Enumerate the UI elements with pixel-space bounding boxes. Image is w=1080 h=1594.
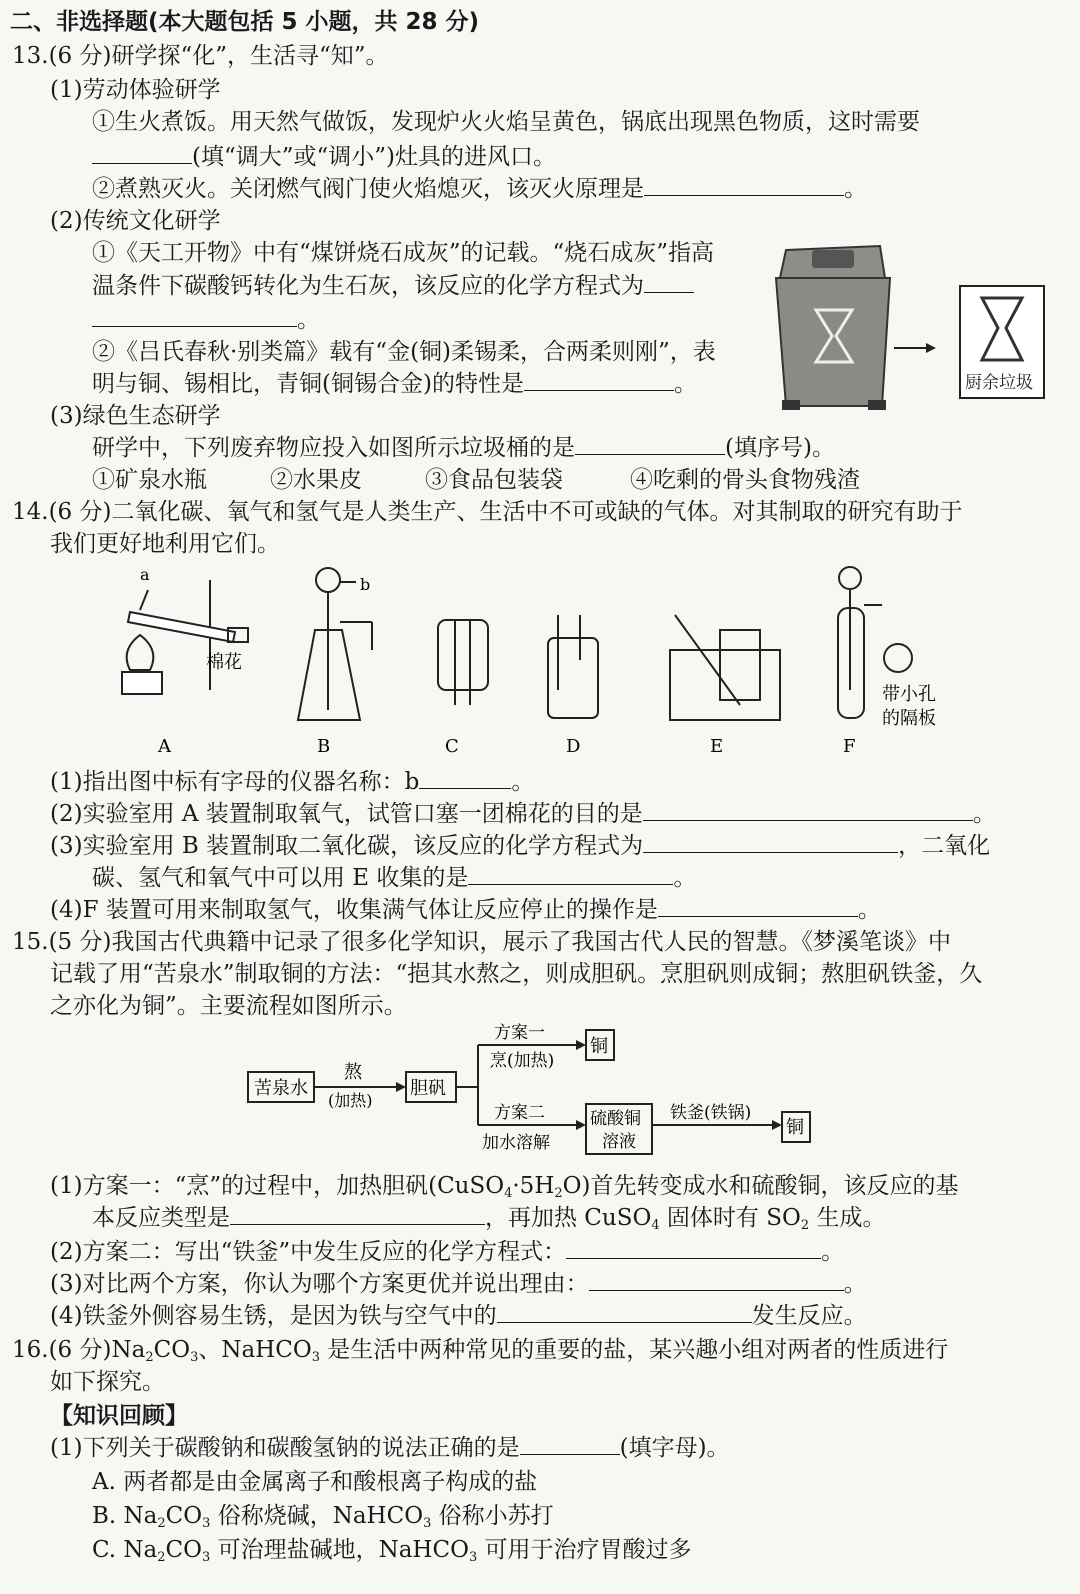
q14-q1: (1)指出图中标有字母的仪器名称：b 。 bbox=[50, 766, 534, 798]
apparatus-e bbox=[670, 615, 780, 720]
flow-plan2-end: 铜 bbox=[786, 1117, 804, 1138]
apparatus-figure bbox=[110, 560, 970, 760]
apparatus-label-d: D bbox=[566, 736, 581, 757]
answer-blank[interactable] bbox=[644, 173, 844, 196]
q13-part3-question: 研学中，下列废弃物应投入如图所示垃圾桶的是 (填序号)。 bbox=[92, 432, 835, 464]
answer-blank[interactable] bbox=[419, 766, 511, 789]
flow-start: 苦泉水 bbox=[254, 1078, 308, 1099]
answer-blank[interactable] bbox=[643, 830, 898, 853]
q15-q1-line2: 本反应类型是 ，再加热 CuSO$_4$ 固体时有 $SO_2$ 生成。 bbox=[92, 1202, 885, 1242]
q15-title-line2: 记载了用“苦泉水”制取铜的方法：“挹其水熬之，则成胆矾。烹胆矾则成铜；熬胆矾铁釜，久 bbox=[50, 961, 983, 987]
q16-knowledge-heading: 【知识回顾】 bbox=[50, 1403, 188, 1429]
q14-q3-line2: 碳、氢气和氧气中可以用 E 收集的是 。 bbox=[92, 862, 696, 894]
q14-q2: (2)实验室用 A 装置制取氧气，试管口塞一团棉花的目的是 。 bbox=[50, 798, 996, 830]
apparatus-label-c: C bbox=[445, 736, 459, 757]
apparatus-label-a: A bbox=[158, 736, 171, 757]
apparatus-a bbox=[122, 580, 248, 694]
label-plate-line1: 带小孔 bbox=[882, 684, 936, 705]
answer-blank[interactable] bbox=[575, 432, 725, 455]
option-3: ③食品包装袋 bbox=[425, 467, 563, 493]
kitchen-waste-bin-figure bbox=[770, 238, 1070, 438]
option-2: ②水果皮 bbox=[270, 467, 362, 493]
answer-blank[interactable] bbox=[566, 1236, 821, 1259]
answer-blank[interactable] bbox=[497, 1300, 752, 1323]
flow-solution-line1: 硫酸铜 bbox=[590, 1109, 641, 1129]
q15-title-line3: 之亦化为铜”。主要流程如图所示。 bbox=[50, 993, 407, 1019]
answer-blank[interactable] bbox=[92, 141, 192, 164]
q13-part3-heading: (3)绿色生态研学 bbox=[50, 403, 221, 429]
q14-q4: (4)F 装置可用来制取氢气，收集满气体让反应停止的操作是 。 bbox=[50, 894, 881, 926]
flow-step3-top: 铁釜(铁锅) bbox=[670, 1103, 752, 1123]
bin-label: 厨余垃圾 bbox=[965, 373, 1033, 393]
q13-part1-a-line1: ①生火煮饭。用天然气做饭，发现炉火火焰呈黄色，锅底出现黑色物质，这时需要 bbox=[92, 109, 920, 135]
answer-blank[interactable] bbox=[92, 304, 297, 327]
label-cotton: 棉花 bbox=[206, 652, 242, 673]
q13-part1-b: ②煮熟灭火。关闭燃气阀门使火焰熄灭，该灭火原理是 。 bbox=[92, 173, 867, 205]
apparatus-d bbox=[548, 615, 598, 718]
q13-part1-a-line2: (填“调大”或“调小”)灶具的进风口。 bbox=[92, 141, 556, 173]
q13-part2-b-line1: ②《吕氏春秋·别类篇》载有“金(铜)柔锡柔，合两柔则刚”，表 bbox=[92, 339, 716, 365]
q16-title-line1: 16.(6 分)$Na_2CO_3$、NaHCO$_3$ 是生活中两种常见的重要的盐，某兴趣小组对两者的性质进行 bbox=[12, 1337, 949, 1365]
answer-blank[interactable] bbox=[658, 894, 858, 917]
flow-plan1-bottom: 烹(加热) bbox=[490, 1051, 555, 1071]
option-4: ④吃剩的骨头食物残渣 bbox=[630, 467, 860, 493]
option-1: ①矿泉水瓶 bbox=[92, 467, 207, 493]
flow-solution-line2: 溶液 bbox=[602, 1132, 636, 1152]
q15-q4: (4)铁釜外侧容易生锈，是因为铁与空气中的 发生反应。 bbox=[50, 1300, 867, 1332]
apparatus-label-e: E bbox=[710, 736, 724, 757]
q15-q1-line1: (1)方案一：“烹”的过程中，加热胆矾$(CuSO_4\cdot 5H_2O)$首先转变成水和硫酸铜，该反应的基 bbox=[50, 1173, 959, 1201]
q13-part1-heading: (1)劳动体验研学 bbox=[50, 77, 221, 103]
label-a: a bbox=[140, 565, 150, 584]
answer-blank[interactable] bbox=[643, 798, 973, 821]
trash-bin-icon bbox=[776, 246, 890, 410]
q13-part2-a-line2: 温条件下碳酸钙转化为生石灰，该反应的化学方程式为 bbox=[92, 270, 694, 302]
q14-q3-line1: (3)实验室用 B 装置制取二氧化碳，该反应的化学方程式为 ，二氧化 bbox=[50, 830, 990, 862]
q16-option-a: A. 两者都是由金属离子和酸根离子构成的盐 bbox=[92, 1469, 538, 1495]
apparatus-label-f: F bbox=[843, 736, 856, 757]
q16-title-line2: 如下探究。 bbox=[50, 1369, 165, 1395]
q13-part2-a-line3: 。 bbox=[92, 304, 320, 336]
q13-title: 13.(6 分)研学探“化”，生活寻“知”。 bbox=[12, 43, 389, 69]
answer-blank[interactable] bbox=[468, 862, 673, 885]
answer-blank[interactable] bbox=[524, 368, 674, 391]
q15-title-line1: 15.(5 分)我国古代典籍中记录了很多化学知识，展示了我国古代人民的智慧。《梦溪笔谈》中 bbox=[12, 929, 951, 955]
q16-option-b: B. $Na_2CO_3$ 俗称烧碱，NaHCO$_3$ 俗称小苏打 bbox=[92, 1503, 554, 1531]
q15-q3: (3)对比两个方案，你认为哪个方案更优并说出理由： 。 bbox=[50, 1268, 867, 1300]
q14-title-line1: 14.(6 分)二氧化碳、氧气和氢气是人类生产、生活中不可或缺的气体。对其制取的研究有助于 bbox=[12, 499, 963, 525]
answer-blank[interactable] bbox=[589, 1268, 844, 1291]
q16-option-c: C. $Na_2CO_3$ 可治理盐碱地，NaHCO$_3$ 可用于治疗胃酸过多 bbox=[92, 1537, 692, 1565]
flow-plan2-top: 方案二 bbox=[494, 1103, 545, 1123]
q15-q2: (2)方案二：写出“铁釜”中发生反应的化学方程式： 。 bbox=[50, 1236, 844, 1268]
flow-plan1-end: 铜 bbox=[590, 1036, 608, 1057]
flow-plan1-top: 方案一 bbox=[494, 1023, 545, 1043]
flow-plan2-bottom: 加水溶解 bbox=[482, 1133, 550, 1153]
answer-blank[interactable] bbox=[644, 270, 694, 293]
apparatus-c bbox=[438, 620, 488, 705]
q13-part2-heading: (2)传统文化研学 bbox=[50, 208, 221, 234]
label-plate-line2: 的隔板 bbox=[882, 708, 936, 729]
apparatus-label-b: B bbox=[317, 736, 331, 757]
flow-step1-bottom: (加热) bbox=[328, 1091, 373, 1110]
answer-blank[interactable] bbox=[230, 1202, 485, 1225]
q13-part2-b-line2: 明与铜、锡相比，青铜(铜锡合金)的特性是 。 bbox=[92, 368, 697, 400]
flow-diagram bbox=[240, 1020, 830, 1170]
label-b: b bbox=[360, 575, 371, 594]
q14-title-line2: 我们更好地利用它们。 bbox=[50, 531, 280, 557]
flow-step1-top: 熬 bbox=[344, 1062, 362, 1083]
flow-mid: 胆矾 bbox=[410, 1078, 446, 1099]
q16-q1: (1)下列关于碳酸钠和碳酸氢钠的说法正确的是 (填字母)。 bbox=[50, 1432, 730, 1464]
answer-blank[interactable] bbox=[520, 1432, 620, 1455]
section-header: 二、非选择题(本大题包括 5 小题，共 28 分) bbox=[10, 9, 480, 35]
q13-part2-a-line1: ①《天工开物》中有“煤饼烧石成灰”的记载。“烧石成灰”指高 bbox=[92, 240, 715, 266]
